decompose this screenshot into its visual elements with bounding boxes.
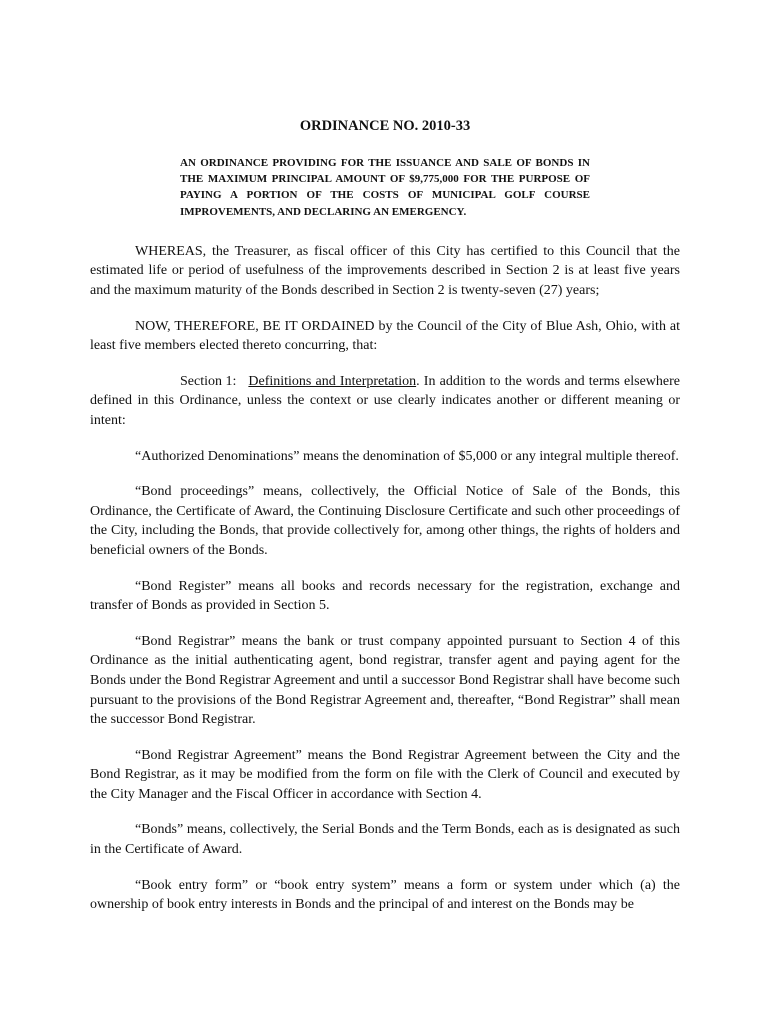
now-therefore-paragraph: NOW, THEREFORE, BE IT ORDAINED by the Council of the City of Blue Ash, Ohio, with at least five members elected thereto concurring, that:	[90, 318, 680, 354]
section-1-label: Section 1:	[180, 373, 237, 389]
definition-bonds: “Bonds” means, collectively, the Serial Bonds and the Term Bonds, each as is designated as such in the Certificate of Award.	[90, 822, 680, 858]
whereas-paragraph: WHEREAS, the Treasurer, as fiscal officer of this City has certified to this Council that the estimated life or period of usefulness of the improvements described in Section 2 is at least five years and the maximum maturity of the Bonds described in Section 2 is twenty-seven (27) years;	[90, 243, 680, 298]
definition-bond-registrar-agreement: “Bond Registrar Agreement” means the Bond Registrar Agreement between the City and the Bond Registrar, as it may be modified from the form on file with the Clerk of Council and executed by the City Manager and the Fiscal Officer in accordance with Section 4.	[90, 747, 680, 802]
definition-bond-register: “Bond Register” means all books and records necessary for the registration, exchange and transfer of Bonds as provided in Section 5.	[90, 578, 680, 614]
document-page	[90, 118, 680, 931]
ordinance-subtitle: AN ORDINANCE PROVIDING FOR THE ISSUANCE AND SALE OF BONDS IN THE MAXIMUM PRINCIPAL AMOUNT OF $9,775,000 FOR THE PURPOSE OF PAYING A PORTION OF THE COSTS OF MUNICIPAL GOLF COURSE IMPROVEMENTS, AND DECLARING AN EMERGENCY.	[180, 157, 590, 218]
definition-book-entry-form: “Book entry form” or “book entry system” means a form or system under which (a) the ownership of book entry interests in Bonds and the principal of and interest on the Bonds may be	[90, 877, 680, 913]
ordinance-title: ORDINANCE NO. 2010-33	[299, 118, 471, 134]
section-1-text: . In addition to the words and terms elsewhere defined in this Ordinance, unless the context or use clearly indicates another or different meaning or intent:	[90, 373, 680, 428]
definition-authorized-denominations: “Authorized Denominations” means the denomination of $5,000 or any integral multiple thereof.	[135, 448, 679, 464]
section-1-paragraph	[90, 372, 680, 431]
section-1-heading: Definitions and Interpretation	[248, 373, 417, 389]
definition-bond-registrar: “Bond Registrar” means the bank or trust company appointed pursuant to Section 4 of this Ordinance as the initial authenticating agent, bond registrar, transfer agent and paying agent for the Bonds under the Bond Registrar Agreement and until a successor Bond Registrar shall have become such pursuant to the provisions of the Bond Registrar Agreement and, thereafter, “Bond Registrar” shall mean the successor Bond Registrar.	[90, 633, 680, 728]
definition-bond-proceedings: “Bond proceedings” means, collectively, the Official Notice of Sale of the Bonds, this Ordinance, the Certificate of Award, the Continuing Disclosure Certificate and such other proceedings of the City, including the Bonds, that provide collectively for, among other things, the rights of holders and beneficial owners of the Bonds.	[90, 484, 680, 558]
